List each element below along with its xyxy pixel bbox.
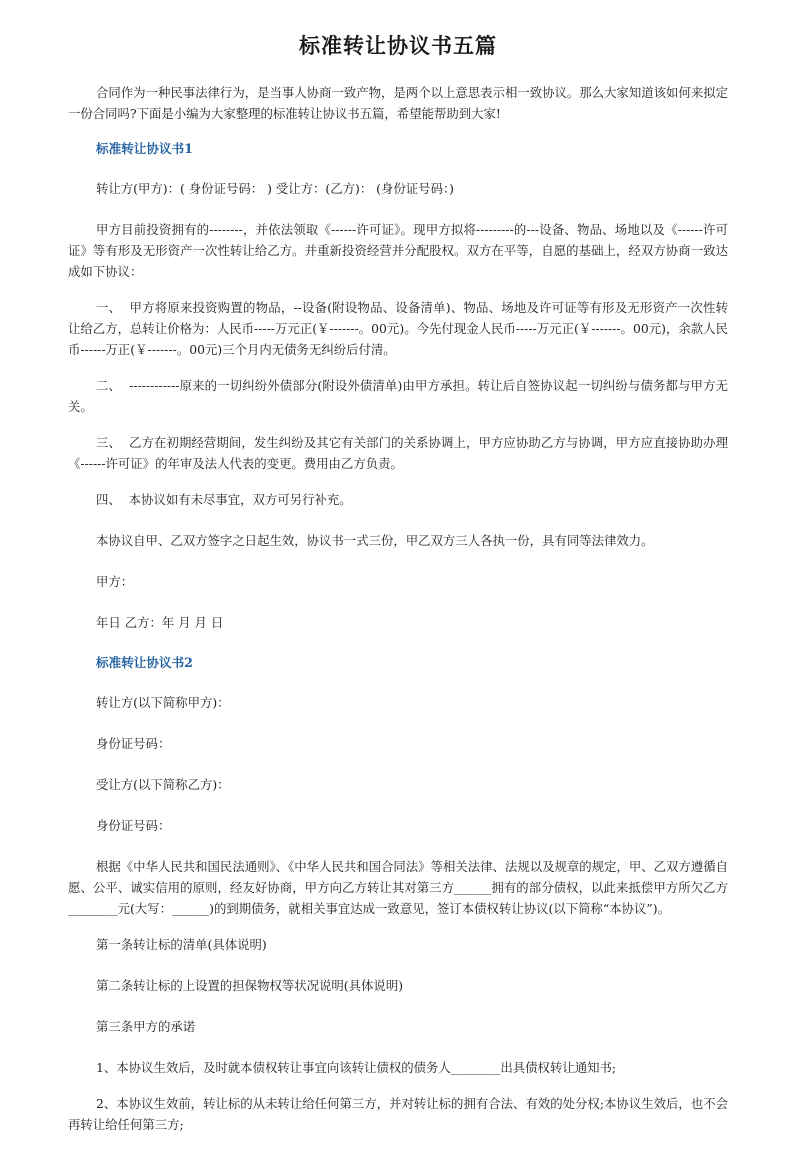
intro-paragraph: 合同作为一种民事法律行为，是当事人协商一致产物，是两个以上意思表示相一致协议。那么大家知道该如何来拟定一份合同吗?下面是小编为大家整理的标准转让协议书五篇，希望能帮助到大家!	[68, 85, 728, 121]
clause-4: 四、 本协议如有未尽事宜，双方可另行补充。	[96, 492, 352, 507]
clause-1: 一、 甲方将原来投资购置的物品，--设备(附设物品、设备清单)、物品、场地及许可证等有形及无形资产一次性转让给乙方，总转让价格为：人民币-----万元正(￥-------。00元)。今先付现金人民币-----万元正(￥-------。00元)，余款人民币------万正(￥-------。00元)三个月内无债务无纠纷后付清。	[68, 300, 728, 357]
transferee-line: 受让方(以下简称乙方)：	[96, 777, 230, 792]
legal-basis-paragraph: 根据《中华人民共和国民法通则》、《中华人民共和国合同法》等相关法律、法规以及规章的规定，甲、乙双方遵循自愿、公平、诚实信用的原则，经友好协商，甲方向乙方转让其对第三方______拥有的部分债权，以此来抵偿甲方所欠乙方________元(大写：______)的到期债务，就相关事宜达成一致意见，签订本债权转让协议(以下简称“本协议”)。	[68, 859, 728, 916]
document-title: 标准转让协议书五篇	[299, 34, 497, 58]
article-1: 第一条转让标的清单(具体说明)	[96, 937, 267, 952]
transferor-id-line: 身份证号码：	[96, 736, 171, 751]
date-line: 年日 乙方：年 月 月 日	[96, 615, 224, 630]
commitment-2: 2、本协议生效前，转让标的从未转让给任何第三方，并对转让标的拥有合法、有效的处分权;本协议生效后，也不会再转让给任何第三方;	[68, 1096, 728, 1132]
clause-3: 三、 乙方在初期经营期间，发生纠纷及其它有关部门的关系协调上，甲方应协助乙方与协调，甲方应直接协助办理《------许可证》的年审及法人代表的变更。费用由乙方负责。	[68, 435, 728, 471]
transferor-line: 转让方(以下简称甲方)：	[96, 695, 230, 710]
effect-paragraph: 本协议自甲、乙双方签字之日起生效，协议书一式三份，甲乙双方三人各执一份，具有同等法律效力。	[96, 533, 654, 548]
article-3: 第三条甲方的承诺	[96, 1019, 196, 1034]
commitment-1: 1、本协议生效后，及时就本债权转让事宜向该转让债权的债务人________出具债权转让通知书;	[96, 1060, 617, 1075]
asset-paragraph: 甲方目前投资拥有的--------，并依法领取《------许可证》。现甲方拟将---------的---设备、物品、场地以及《------许可证》等有形及无形资产一次性转让给乙方。并重新投资经营并分配股权。双方在平等，自愿的基础上，经双方协商一致达成如下协议：	[68, 222, 728, 279]
party-a-signature: 甲方：	[96, 574, 134, 589]
section-heading-1: 标准转让协议书1	[96, 141, 193, 156]
transferee-id-line: 身份证号码：	[96, 818, 171, 833]
section-heading-2: 标准转让协议书2	[96, 655, 193, 670]
parties-line: 转让方(甲方)：( 身份证号码： ) 受让方：(乙方)： (身份证号码：)	[96, 181, 454, 196]
document-page	[68, 30, 728, 1150]
clause-2: 二、 ------------原来的一切纠纷外债部分(附设外债清单)由甲方承担。转让后自签协议起一切纠纷与债务都与甲方无关。	[68, 378, 728, 414]
article-2: 第二条转让标的上设置的担保物权等状况说明(具体说明)	[96, 978, 404, 993]
